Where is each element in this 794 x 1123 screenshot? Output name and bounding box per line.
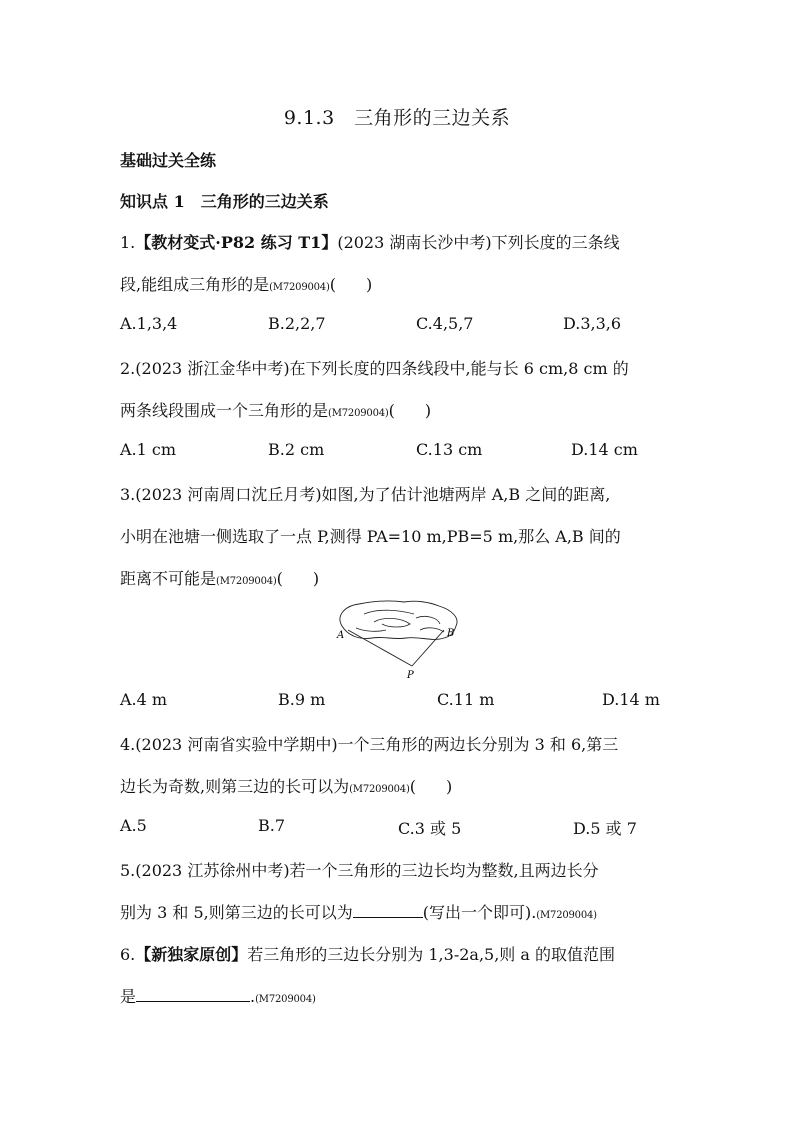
question-code: (M7209004) xyxy=(536,910,597,921)
q3-option-d: D.14 m xyxy=(602,690,660,709)
q1-line-2: 段,能组成三角形的是(M7209004)( ) xyxy=(120,275,373,294)
q1-option-d: D.3,3,6 xyxy=(563,314,622,333)
q1-option-c: C.4,5,7 xyxy=(416,314,474,333)
q3-line-2: 小明在池塘一侧选取了一点 P,测得 PA=10 m,PB=5 m,那么 A,B 间的 xyxy=(120,527,621,546)
knowledge-point-heading: 知识点 1 三角形的三边关系 xyxy=(120,192,329,211)
pond-ripple xyxy=(356,628,386,631)
q4-option-a: A.5 xyxy=(120,816,147,835)
question-code: (M7209004) xyxy=(349,784,410,795)
pond-ripple xyxy=(374,618,410,627)
q5-line-1: 5.(2023 江苏徐州中考)若一个三角形的三边长均为整数,且两边长分 xyxy=(120,861,599,880)
answer-blank[interactable] xyxy=(353,903,423,918)
q6-tag: 【新独家原创】 xyxy=(135,945,248,964)
q4-option-b: B.7 xyxy=(258,816,286,835)
q4-line-1: 4.(2023 河南省实验中学期中)一个三角形的两边长分别为 3 和 6,第三 xyxy=(120,735,619,754)
section-heading: 基础过关全练 xyxy=(120,151,217,170)
question-code: (M7209004) xyxy=(255,994,316,1005)
q6-line-1: 6.【新独家原创】若三角形的三边长分别为 1,3-2a,5,则 a 的取值范围 xyxy=(120,945,616,964)
pond-ripple xyxy=(420,628,444,632)
pond-figure xyxy=(334,596,464,682)
pond-outline xyxy=(340,601,457,639)
q1-tag: 【教材变式·P82 练习 T1】 xyxy=(135,233,338,252)
q3-line-1: 3.(2023 河南周口沈丘月考)如图,为了估计池塘两岸 A,B 之间的距离, xyxy=(120,485,611,504)
q4-option-c: C.3 或 5 xyxy=(398,819,462,838)
segment-pb xyxy=(412,630,444,666)
q3-option-b: B.9 m xyxy=(278,690,326,709)
label-p: P xyxy=(407,670,414,681)
question-code: (M7209004) xyxy=(328,408,389,419)
q4-option-d: D.5 或 7 xyxy=(573,819,637,838)
q2-option-d: D.14 cm xyxy=(571,440,638,459)
q2-line-2: 两条线段围成一个三角形的是(M7209004)( ) xyxy=(120,401,432,420)
q2-option-a: A.1 cm xyxy=(120,440,177,459)
q1-option-a: A.1,3,4 xyxy=(120,314,178,333)
q3-option-c: C.11 m xyxy=(437,690,495,709)
pond-ripple xyxy=(416,616,440,624)
q1-line-1: 1.【教材变式·P82 练习 T1】(2023 湖南长沙中考)下列长度的三条线 xyxy=(120,233,620,252)
q4-line-2: 边长为奇数,则第三边的长可以为(M7209004)( ) xyxy=(120,777,453,796)
q2-line-1: 2.(2023 浙江金华中考)在下列长度的四条线段中,能与长 6 cm,8 cm 的 xyxy=(120,359,629,378)
page-title: 9.1.3 三角形的三边关系 xyxy=(283,107,511,129)
q3-line-3: 距离不可能是(M7209004)( ) xyxy=(120,569,320,588)
q2-option-c: C.13 cm xyxy=(416,440,483,459)
pond-ripple xyxy=(364,610,414,614)
q1-option-b: B.2,2,7 xyxy=(268,314,326,333)
segment-pa xyxy=(348,630,412,666)
label-b: B xyxy=(447,628,455,639)
question-code: (M7209004) xyxy=(216,576,277,587)
answer-blank[interactable] xyxy=(136,987,250,1002)
label-a: A xyxy=(337,630,345,641)
q6-line-2: 是 .(M7209004) xyxy=(120,987,316,1006)
question-code: (M7209004) xyxy=(269,282,330,293)
q2-option-b: B.2 cm xyxy=(268,440,325,459)
q5-line-2: 别为 3 和 5,则第三边的长可以为 (写出一个即可).(M7209004) xyxy=(120,903,597,922)
q3-option-a: A.4 m xyxy=(120,690,168,709)
